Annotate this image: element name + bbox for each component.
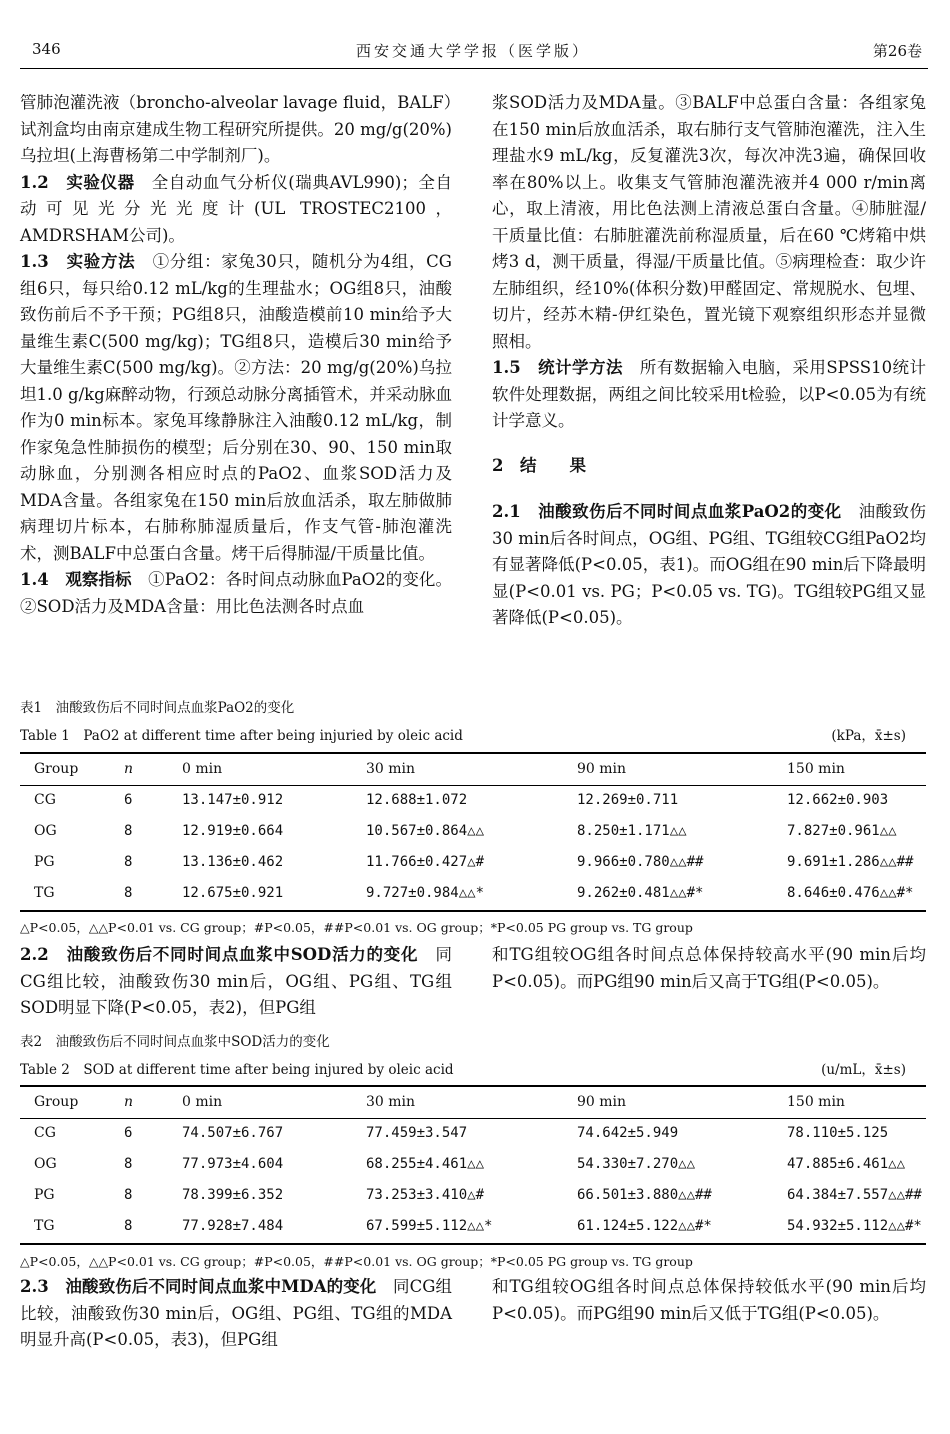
- column-header: 150 min: [787, 1094, 845, 1110]
- table-cell: 10.567±0.864△△: [366, 822, 485, 839]
- table-cell: 68.255±4.461△△: [366, 1155, 485, 1172]
- table-cell: 8: [124, 1186, 133, 1203]
- table-cell: 78.399±6.352: [182, 1186, 284, 1203]
- table1-bottom-rule: [20, 910, 926, 912]
- text-column-left-3: [20, 1274, 452, 1354]
- table-cell: 77.459±3.547: [366, 1124, 468, 1141]
- page-number: 346: [32, 40, 61, 58]
- column-header: 90 min: [577, 1094, 627, 1110]
- section-heading: 1.2 实验仪器: [20, 172, 135, 192]
- table-cell: 47.885±6.461△△: [787, 1155, 906, 1172]
- table-cell: 54.330±7.270△△: [577, 1155, 696, 1172]
- column-header: 30 min: [366, 1094, 416, 1110]
- column-header: 0 min: [182, 1094, 223, 1110]
- table1-note: △P<0.05，△△P<0.01 vs. CG group；#P<0.05，##P<0.01 vs. OG group；*P<0.05 PG group vs. TG group: [20, 920, 693, 935]
- table-header-row: [20, 754, 926, 784]
- volume-label: 第26卷: [872, 42, 922, 60]
- column-header: 0 min: [182, 761, 223, 777]
- paragraph: [492, 453, 926, 480]
- table-cell: 74.642±5.949: [577, 1124, 679, 1141]
- section-text: 油酸致伤30 min后各时间点，OG组、PG组、TG组较CG组PaO2均有显著降低(P<0.05，表1)。而OG组在90 min后下降最明显(P<0.01 vs. PG；P<0.05 vs. TG)。TG组较PG组又显著降低(P<0.05)。: [492, 502, 927, 627]
- table-cell: 12.688±1.072: [366, 791, 468, 808]
- section-heading: 1.5 统计学方法: [492, 358, 623, 377]
- text-column-right-1: [492, 90, 926, 632]
- table-row: [20, 1117, 926, 1148]
- table-cell: 6: [124, 1124, 133, 1141]
- table-cell: 9.966±0.780△△##: [577, 853, 704, 870]
- section-text: ①分组：家兔30只，随机分为4组，CG组6只，每只给0.12 mL/kg的生理盐水；OG组8只，油酸致伤前后不予干预；PG组8只，油酸造模前10 min给予大量维生素C(500 mg/kg)；TG组8只，造模后30 min给予大量维生素C(500 mg/kg)。②方法：20 mg/g(20%)乌拉坦1.0 g/kg麻醉动物，行颈总动脉分离插管术，并采动脉血作为0 min标本。家兔耳缘静脉注入油酸0.12 mL/kg，制作家兔急性肺损伤的模型；后分别在30、90、150 min取动脉血，分别测各相应时点的PaO2、血浆SOD活力及MDA含量。各组家兔在150 min后放血活杀，取左肺做肺病理切片标本，右肺称肺湿质量后，作支气管-肺泡灌洗术，测BALF中总蛋白含量。烤干后得肺湿/干质量比值。: [20, 252, 452, 563]
- section-heading: 2 结 果: [492, 455, 586, 475]
- table-cell: 7.827±0.961△△: [787, 822, 897, 839]
- table-row: [20, 1210, 926, 1241]
- table1-caption-en: Table 1 PaO2 at different time after being injuried by oleic acid: [20, 728, 463, 744]
- column-header: Group: [34, 1094, 79, 1110]
- paragraph: [492, 499, 926, 632]
- text-column-right-3: [492, 1274, 926, 1327]
- table2-unit: (u/mL，x̄±s): [821, 1062, 906, 1078]
- section-heading: 1.3 实验方法: [20, 252, 136, 271]
- paragraph: [20, 942, 452, 1022]
- journal-title: 西安交通大学学报（医学版）: [355, 42, 590, 60]
- table-cell: 67.599±5.112△△*: [366, 1217, 493, 1234]
- paragraph: [20, 1274, 452, 1354]
- paragraph: [20, 249, 452, 567]
- section-text: 同CG组比较，油酸致伤30 min后，OG组、PG组、TG组的MDA明显升高(P<0.05，表3)，但PG组: [20, 1277, 452, 1349]
- table-cell: 12.269±0.711: [577, 791, 679, 808]
- paragraph: [20, 170, 452, 250]
- table-row: [20, 1179, 926, 1210]
- paragraph: 浆SOD活力及MDA量。③BALF中总蛋白含量：各组家兔在150 min后放血活杀，取右肺行支气管肺泡灌洗，注入生理盐水9 mL/kg，反复灌洗3次，每次冲洗3遍，确保回收率在80%以上。收集支气管肺泡灌洗液并4 000 r/min离心，取上清液，用比色法测上清液总蛋白含量。④肺脏湿/干质量比值：右肺脏灌洗前称湿质量，后在60 ℃烤箱中烘烤3 d，测干质量，得湿/干质量比值。⑤病理检查：取少许左肺组织，经10%(体积分数)甲醛固定、常规脱水、包埋、切片，经苏木精-伊红染色，置光镜下观察组织形态并显微照相。: [492, 93, 926, 351]
- column-header: Group: [34, 761, 79, 777]
- column-header: 150 min: [787, 761, 845, 777]
- table-cell: OG: [34, 822, 57, 839]
- table-cell: 77.928±7.484: [182, 1217, 284, 1234]
- table-cell: 11.766±0.427△#: [366, 853, 485, 870]
- table-row: [20, 784, 926, 815]
- table-row: [20, 877, 926, 908]
- table2-caption-cn: 表2 油酸致伤后不同时间点血浆中SOD活力的变化: [20, 1034, 330, 1050]
- table-cell: CG: [34, 791, 56, 808]
- table-cell: PG: [34, 853, 55, 870]
- table2: [20, 1087, 926, 1241]
- table-row: [20, 1148, 926, 1179]
- table-row: [20, 846, 926, 877]
- table-cell: CG: [34, 1124, 56, 1141]
- text-column-right-2: [492, 942, 926, 995]
- text-column-left-1: [20, 90, 452, 620]
- section-text: 所有数据输入电脑，采用SPSS10统计软件处理数据，两组之间比较采用t检验，以P<0.05为有统计学意义。: [492, 358, 926, 430]
- table2-caption-en: Table 2 SOD at different time after being injured by oleic acid: [20, 1062, 454, 1078]
- table-row: [20, 815, 926, 846]
- table2-header-rule: [20, 1118, 926, 1119]
- section-text: ①PaO2：各时间点动脉血PaO2的变化。②SOD活力及MDA含量：用比色法测各时点血: [20, 570, 452, 616]
- column-header: 90 min: [577, 761, 627, 777]
- text-column-left-2: [20, 942, 452, 1022]
- table-cell: 8.250±1.171△△: [577, 822, 687, 839]
- table-cell: 54.932±5.112△△#*: [787, 1217, 922, 1234]
- table-cell: 13.136±0.462: [182, 853, 284, 870]
- table-cell: TG: [34, 1217, 55, 1234]
- table1: [20, 754, 926, 908]
- table-cell: PG: [34, 1186, 55, 1203]
- paragraph: 和TG组较OG组各时间点总体保持较低水平(90 min后均P<0.05)。而PG组90 min后又低于TG组(P<0.05)。: [492, 1277, 926, 1323]
- table-cell: 12.662±0.903: [787, 791, 889, 808]
- section-heading: 2.3 油酸致伤后不同时间点血浆中MDA的变化: [20, 1277, 377, 1296]
- table-cell: 9.727±0.984△△*: [366, 884, 485, 901]
- section-text: 同CG组比较，油酸致伤30 min后，OG组、PG组、TG组SOD明显下降(P<0.05，表2)，但PG组: [20, 945, 453, 1017]
- column-header: 30 min: [366, 761, 416, 777]
- table2-bottom-rule: [20, 1243, 926, 1245]
- table-cell: 8: [124, 1155, 133, 1172]
- table-cell: OG: [34, 1155, 57, 1172]
- table-cell: 74.507±6.767: [182, 1124, 284, 1141]
- table-cell: 13.147±0.912: [182, 791, 284, 808]
- table-cell: 66.501±3.880△△##: [577, 1186, 712, 1203]
- table-cell: 12.675±0.921: [182, 884, 284, 901]
- table-cell: TG: [34, 884, 55, 901]
- section-heading: 1.4 观察指标: [20, 570, 132, 589]
- table1-unit: (kPa，x̄±s): [831, 728, 906, 744]
- paragraph: [492, 355, 926, 435]
- paragraph: 和TG组较OG组各时间点总体保持较高水平(90 min后均P<0.05)。而PG组90 min后又高于TG组(P<0.05)。: [492, 945, 926, 991]
- table-cell: 73.253±3.410△#: [366, 1186, 485, 1203]
- table-header-row: [20, 1087, 926, 1117]
- table-cell: 8: [124, 822, 133, 839]
- table-cell: 6: [124, 791, 133, 808]
- table-cell: 8: [124, 1217, 133, 1234]
- table-cell: 8.646±0.476△△#*: [787, 884, 914, 901]
- table-cell: 8: [124, 853, 133, 870]
- paragraph: [20, 567, 452, 620]
- table1-header-rule: [20, 785, 926, 786]
- table-cell: 9.691±1.286△△##: [787, 853, 914, 870]
- table2-note: △P<0.05，△△P<0.01 vs. CG group；#P<0.05，##P<0.01 vs. OG group；*P<0.05 PG group vs. TG group: [20, 1254, 693, 1269]
- section-heading: 2.2 油酸致伤后不同时间点血浆中SOD活力的变化: [20, 945, 419, 964]
- table1-caption-cn: 表1 油酸致伤后不同时间点血浆PaO2的变化: [20, 700, 295, 716]
- table-cell: 64.384±7.557△△##: [787, 1186, 922, 1203]
- table-cell: 78.110±5.125: [787, 1124, 889, 1141]
- table-cell: 12.919±0.664: [182, 822, 284, 839]
- column-header: n: [124, 1094, 134, 1110]
- section-text: 全自动血气分析仪(瑞典AVL990)；全自动可见光分光光度计(UL TROSTEC2100，AMDRSHAM公司)。: [20, 172, 452, 245]
- table-cell: 8: [124, 884, 133, 901]
- paragraph: 管肺泡灌洗液（broncho-alveolar lavage fluid，BALF）试剂盒均由南京建成生物工程研究所提供。20 mg/g(20%)乌拉坦(上海曹杨第二中学制剂厂)。: [20, 93, 452, 165]
- table-cell: 9.262±0.481△△#*: [577, 884, 704, 901]
- column-header: n: [124, 761, 134, 777]
- header-rule: [20, 68, 928, 69]
- table-cell: 61.124±5.122△△#*: [577, 1217, 712, 1234]
- page-header: [20, 40, 926, 64]
- section-heading: 2.1 油酸致伤后不同时间点血浆PaO2的变化: [492, 502, 842, 521]
- table-cell: 77.973±4.604: [182, 1155, 284, 1172]
